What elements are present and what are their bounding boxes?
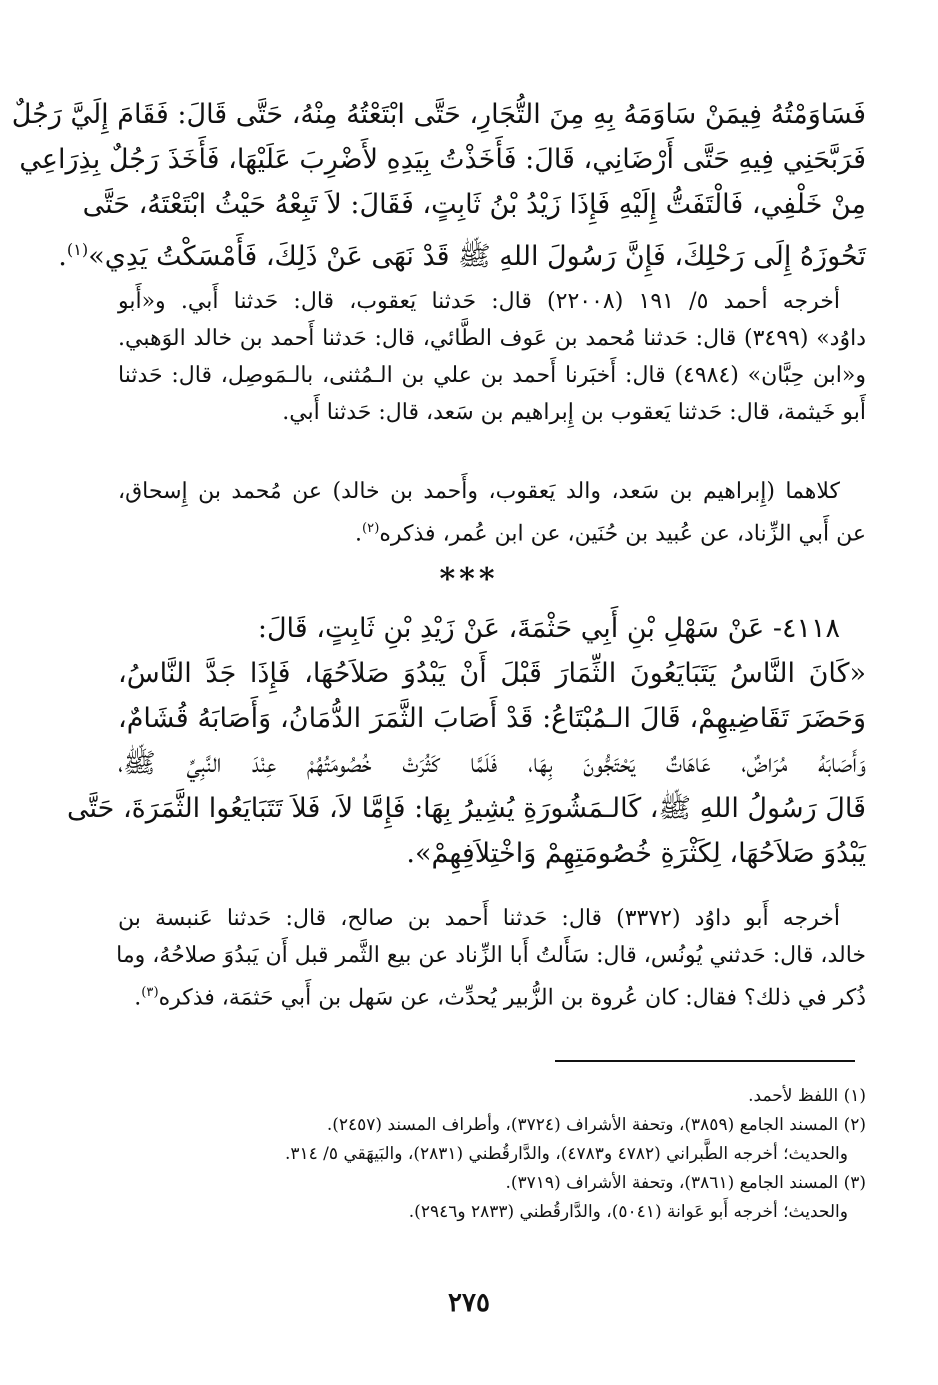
text-line: أخرجه أَبو داوُد (٣٣٧٢) قال: حَدثنا أَحمد بن صالح، قال: حَدثنا عَنبسة بن	[118, 906, 840, 931]
takhrij-paragraph	[118, 283, 866, 431]
text-line: عن أَبي الزِّناد، عن عُبيد بن حُنَين، عن ابن عُمر، فذكره$^{(٢)}$.	[354, 521, 866, 547]
footnote: (١) اللفظ لأحمد.	[748, 1086, 866, 1106]
takhrij-paragraph	[118, 473, 866, 547]
text-line: خالد، قال: حَدثني يُونُس، قال: سَأَلتُ أَبا الزِّناد عن بيع الثَّمر قبل أَن يَبدُوَ صلاحُهُ، وما	[116, 943, 866, 968]
footnotes	[118, 1082, 866, 1227]
text-line: كلاهما (إِبراهيم بن سَعد، والد يَعقوب، وأَحمد بن خالد) عن مُحمد بن إِسحاق،	[118, 479, 840, 504]
footnote: والحديث؛ أخرجه الطَّبراني (٤٧٨٢ و٤٧٨٣)، والدَّارقُطني (٢٨٣١)، والبَيهَقي ٥/ ٣١٤.	[284, 1144, 848, 1164]
text-line: وَحَضَرَ تَقَاضِيهِمْ، قَالَ الـمُبْتَاعُ: قَدْ أَصَابَ الثَّمَرَ الدُّمَانُ، وَأَصَابَهُ قُشَامٌ،	[118, 703, 866, 734]
hadith-4118	[67, 606, 866, 876]
footnote: (٣) المسند الجامع (٣٨٦١)، وتحفة الأشراف (٣٧١٩).	[505, 1173, 866, 1193]
text-line: أخرجه أحمد ٥/ ١٩١ (٢٢٠٠٨) قال: حَدثنا يَعقوب، قال: حَدثنا أَبي. و«أَبو	[118, 289, 841, 314]
text-line: تَحُوزَهُ إِلَى رَحْلِكَ، فَإِنَّ رَسُولَ اللهِ ﷺ قَدْ نَهَى عَنْ ذَلِكَ، فَأَمْسَكْتُ يَدِي»$^{(١)}$.	[58, 240, 866, 272]
section-separator: ***	[439, 562, 499, 597]
text-line: قَالَ رَسُولُ اللهِ ﷺ، كَالـمَشُورَةِ يُشِيرُ بِهَا: فَإِمَّا لاَ، فَلاَ تَتَبَايَعُوا الثَّمَرَةَ، حَتَّى	[67, 793, 866, 824]
text-line: فَرَبَّحَنِي فِيهِ حَتَّى أَرْضَانِي، قَالَ: فَأَخَذْتُ بِيَدِهِ لأَضْرِبَ عَلَيْهَا، فَأَخَذَ رَجُلٌ بِذِرَاعِي	[19, 144, 866, 175]
page-number: ٢٧٥	[448, 1288, 490, 1318]
text-line: ذُكر في ذلك؟ فقال: كان عُروة بن الزُّبير يُحدِّث، عن سَهل بن أَبي حَثمَة، فذكره$^{(٣)}$.	[134, 985, 866, 1011]
footnote-divider	[555, 1060, 855, 1062]
footnote-ref: (١)	[66, 240, 89, 259]
footnote: (٢) المسند الجامع (٣٨٥٩)، وتحفة الأشراف (٣٧٢٤)، وأطراف المسند (٢٤٥٧).	[326, 1115, 866, 1135]
text-line: «كَانَ النَّاسُ يَتَبَايَعُونَ الثِّمَارَ قَبْلَ أَنْ يَبْدُوَ صَلاَحُهَا، فَإِذَا جَدَّ النَّاسُ،	[118, 658, 866, 689]
text-line: داوُد» (٣٤٩٩) قال: حَدثنا مُحمد بن عَوف الطَّائي، قال: حَدثنا أَحمد بن خالد الوَهبي.	[118, 326, 866, 351]
hadith-heading: ٤١١٨- عَنْ سَهْلِ بْنِ أَبِي حَثْمَةَ، عَنْ زَيْدِ بْنِ ثَابِتٍ، قَالَ:	[257, 613, 840, 644]
text-line: و«ابن حِبَّان» (٤٩٨٤) قال: أَخبَرنا أَحمد بن علي بن الـمُثنى، بالـمَوصِل، قال: حَدثنا	[118, 363, 866, 388]
footnote: والحديث؛ أخرجه أَبو عَوانة (٥٠٤١)، والدَّارقُطني (٢٨٣٣ و٢٩٤٦).	[408, 1202, 848, 1222]
text-line: فَسَاوَمْتُهُ فِيمَنْ سَاوَمَهُ بِهِ مِنَ التُّجَارِ، حَتَّى ابْتَعْتُهُ مِنْهُ، حَتَّى قَالَ: فَقَامَ إِلَيَّ رَجُلٌ	[11, 99, 866, 130]
hadith-text-continued	[11, 92, 866, 272]
text-line: أَبو خَيثمة، قال: حَدثنا يَعقوب بن إِبراهيم بن سَعد، قال: حَدثنا أَبي.	[282, 400, 866, 425]
takhrij-paragraph	[118, 900, 866, 1011]
footnote-ref: (٢)	[361, 521, 380, 536]
footnote-ref: (٣)	[141, 985, 159, 1000]
text-line: وَأَصَابَهُ مُرَاضٌ، عَاهَاتٌ يَحْتَجُّونَ بِهَا، فَلَمَّا كَثُرَتْ خُصُومَتُهُمْ عِنْدَ النَّبِيِّ ﷺ،	[118, 748, 866, 779]
text-line: مِنْ خَلْفِي، فَالْتَفَتُّ إِلَيْهِ فَإِذَا زَيْدُ بْنُ ثَابِتٍ، فَقَالَ: لاَ تَبِعْهُ حَيْثُ ابْتَعْتَهُ، حَتَّى	[82, 189, 866, 220]
text-line: يَبْدُوَ صَلاَحُهَا، لِكَثْرَةِ خُصُومَتِهِمْ وَاخْتِلاَفِهِمْ».	[406, 838, 866, 869]
